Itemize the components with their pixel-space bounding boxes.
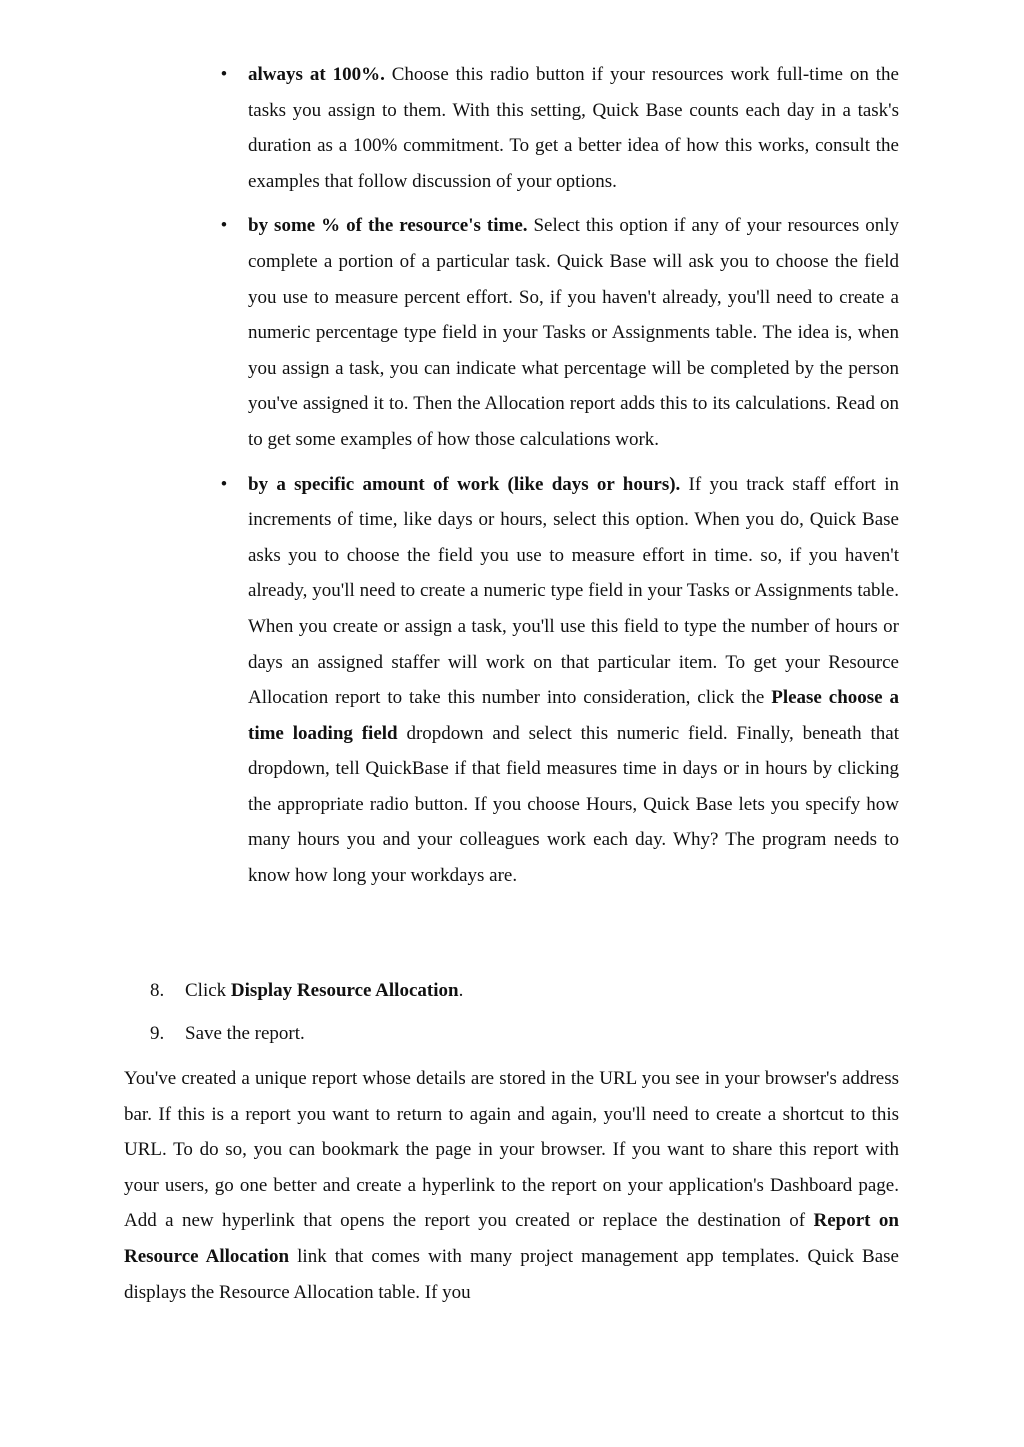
step-text: . [458, 980, 464, 1001]
paragraph-text: link that comes with many project management app templates. Quick Base displays the Resource Allocation table. If you [124, 1245, 899, 1303]
step-text: Click [185, 980, 231, 1001]
paragraph-text: You've created a unique report whose details are stored in the URL you see in your browser's address bar. If this is a report you want to return to again and again, you'll need to create a shortcut to this URL. To do so, you can bookmark the page in your browser. If you want to share this report with your users, go one better and create a hyperlink to the report on your application's Dashboard page. Add a new hyperlink that opens the report you created or replace the destination of [124, 1068, 899, 1232]
bullet-heading: by some % of the resource's time. [248, 215, 528, 237]
bullet-text: Choose this radio button if your resources work full-time on the tasks you assign to them. With this setting, Quick Base counts each day in a task's duration as a 100% commitment. To get a better idea of how this works, consult the examples that follow discussion of your options. [248, 64, 899, 192]
bullet-text: dropdown and select this numeric field. Finally, beneath that dropdown, tell QuickBase if that field measures time in days or in hours by clicking the appropriate radio button. If you choose Hours, Quick Base lets you specify how many hours you and your colleagues work each day. Why? The program needs to know how long your workdays are. [248, 722, 899, 887]
display-resource-allocation-label: Display Resource Allocation [230, 980, 459, 1001]
bullet-item-always-100 [220, 57, 899, 199]
bullet-text: If you track staff effort in increments of time, like days or hours, select this option. When you do, Quick Base asks you to choose the field you use to measure effort in time. so, if you haven't already, you'll need to create a numeric type field in your Tasks or Assignments table. When you create or assign a task, you'll use this field to type the number of hours or days an assigned staffer will work on that particular item. To get your Resource Allocation report to take this number into consideration, click the [248, 473, 899, 709]
bullet-item-specific-work [220, 467, 899, 894]
time-loading-field-label: Please choose a time loading field [248, 687, 899, 744]
step-number: 9. [150, 1023, 165, 1044]
bullet-heading: always at 100%. [248, 64, 385, 85]
step-item-8 [150, 973, 899, 1009]
bullet-icon: • [220, 215, 228, 237]
bullet-icon: • [220, 473, 228, 495]
report-on-resource-allocation-label: Report on Resource Allocation [124, 1210, 899, 1267]
step-item-9 [150, 1016, 899, 1052]
steps-list [150, 973, 899, 1059]
bullet-heading: by a specific amount of work (like days or hours). [248, 473, 681, 495]
step-number: 8. [150, 980, 165, 1001]
options-bullet-list [220, 57, 899, 903]
body-paragraph [124, 1061, 899, 1310]
bullet-icon: • [220, 64, 228, 85]
step-text: Save the report. [185, 1023, 305, 1044]
bullet-item-percent-time [220, 208, 899, 457]
bullet-text: Select this option if any of your resources only complete a portion of a particular task. Quick Base will ask you to choose the field you use to measure percent effort. So, if you haven't already, you'll need to create a numeric percentage type field in your Tasks or Assignments table. The idea is, when you assign a task, you can indicate what percentage will be completed by the person you've assigned it to. Then the Allocation report adds this to its calculations. Read on to get some examples of how those calculations work. [248, 215, 899, 450]
